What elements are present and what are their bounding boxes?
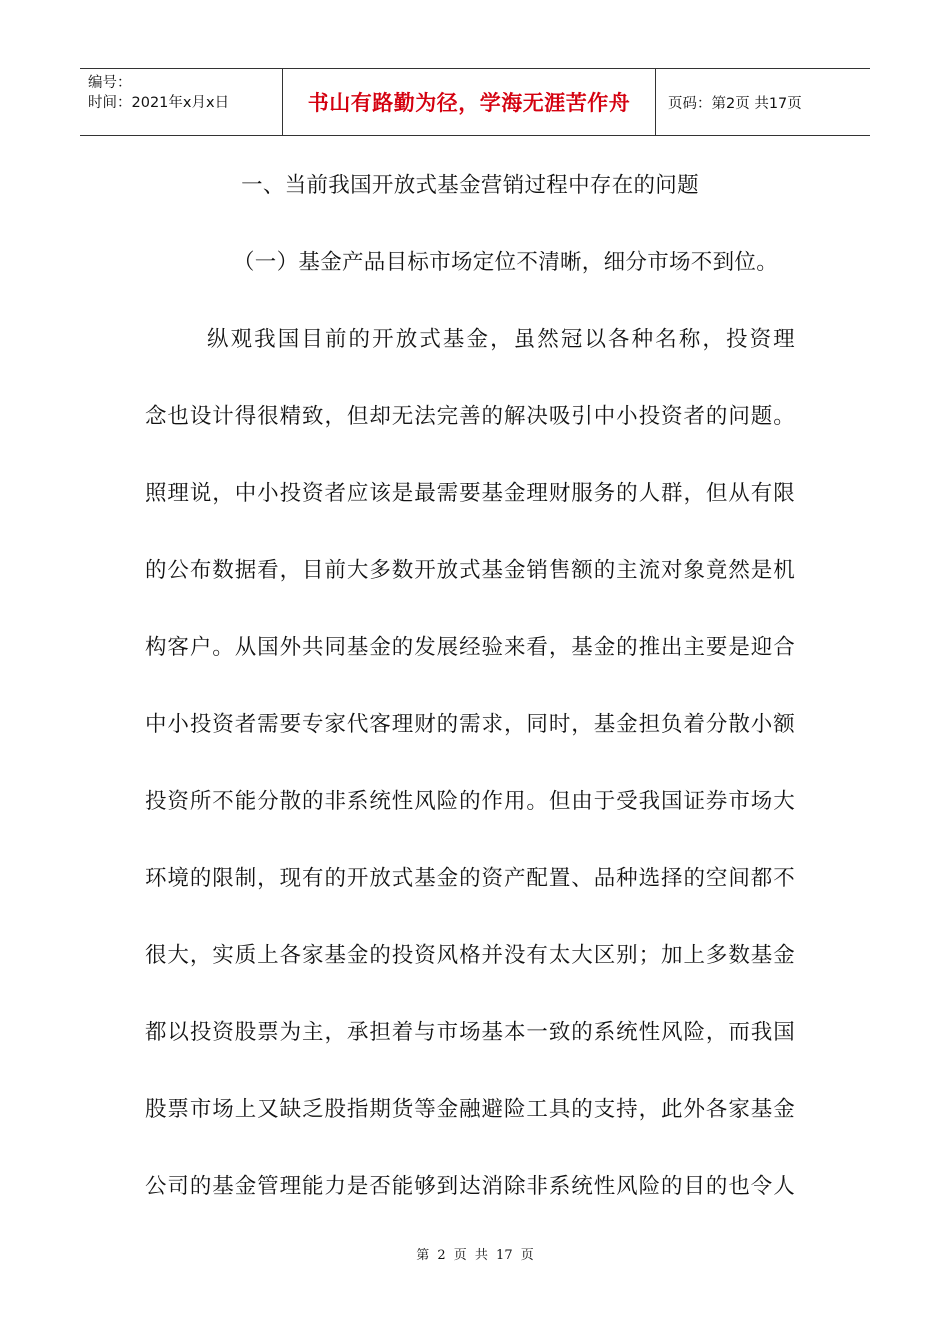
paragraph-line: 纵观我国目前的开放式基金，虽然冠以各种名称，投资理: [207, 327, 795, 352]
paragraph-line: 念也设计得很精致，但却无法完善的解决吸引中小投资者的问题。: [145, 404, 795, 429]
section-heading: 一、当前我国开放式基金营销过程中存在的问题: [241, 173, 699, 198]
time-label: 时间：2021年x月x日: [88, 95, 230, 111]
paragraph-line: 的公布数据看，目前大多数开放式基金销售额的主流对象竟然是机: [145, 558, 795, 583]
paragraph-line: 公司的基金管理能力是否能够到达消除非系统性风险的目的也令人: [145, 1174, 795, 1199]
page-footer: 第 2 页 共 17 页: [416, 1248, 534, 1263]
header-page-cell: [656, 69, 870, 135]
paragraph-line: 环境的限制，现有的开放式基金的资产配置、品种选择的空间都不: [145, 866, 795, 891]
paragraph-line: 投资所不能分散的非系统性风险的作用。但由于受我国证券市场大: [145, 789, 795, 814]
paragraph-line: 中小投资者需要专家代客理财的需求，同时，基金担负着分散小额: [145, 712, 795, 737]
paragraph-line: 照理说，中小投资者应该是最需要基金理财服务的人群，但从有限: [145, 481, 795, 506]
subsection-heading: （一）基金产品目标市场定位不清晰，细分市场不到位。: [233, 250, 779, 275]
paragraph-line: 都以投资股票为主，承担着与市场基本一致的系统性风险，而我国: [145, 1020, 795, 1045]
header-motto: 书山有路勤为径，学海无涯苦作舟: [307, 91, 631, 115]
document-body: [145, 166, 795, 1244]
header-motto-cell: [282, 69, 656, 135]
header-meta-cell: [80, 69, 282, 135]
header-table: [80, 68, 870, 136]
doc-number-label: 编号：: [88, 75, 132, 91]
paragraph-line: 构客户。从国外共同基金的发展经验来看，基金的推出主要是迎合: [145, 635, 795, 660]
paragraph-line: 股票市场上又缺乏股指期货等金融避险工具的支持，此外各家基金: [145, 1097, 795, 1122]
header-page-info: 页码：第2页 共17页: [668, 95, 802, 112]
paragraph-line: 很大，实质上各家基金的投资风格并没有太大区别；加上多数基金: [145, 943, 795, 968]
